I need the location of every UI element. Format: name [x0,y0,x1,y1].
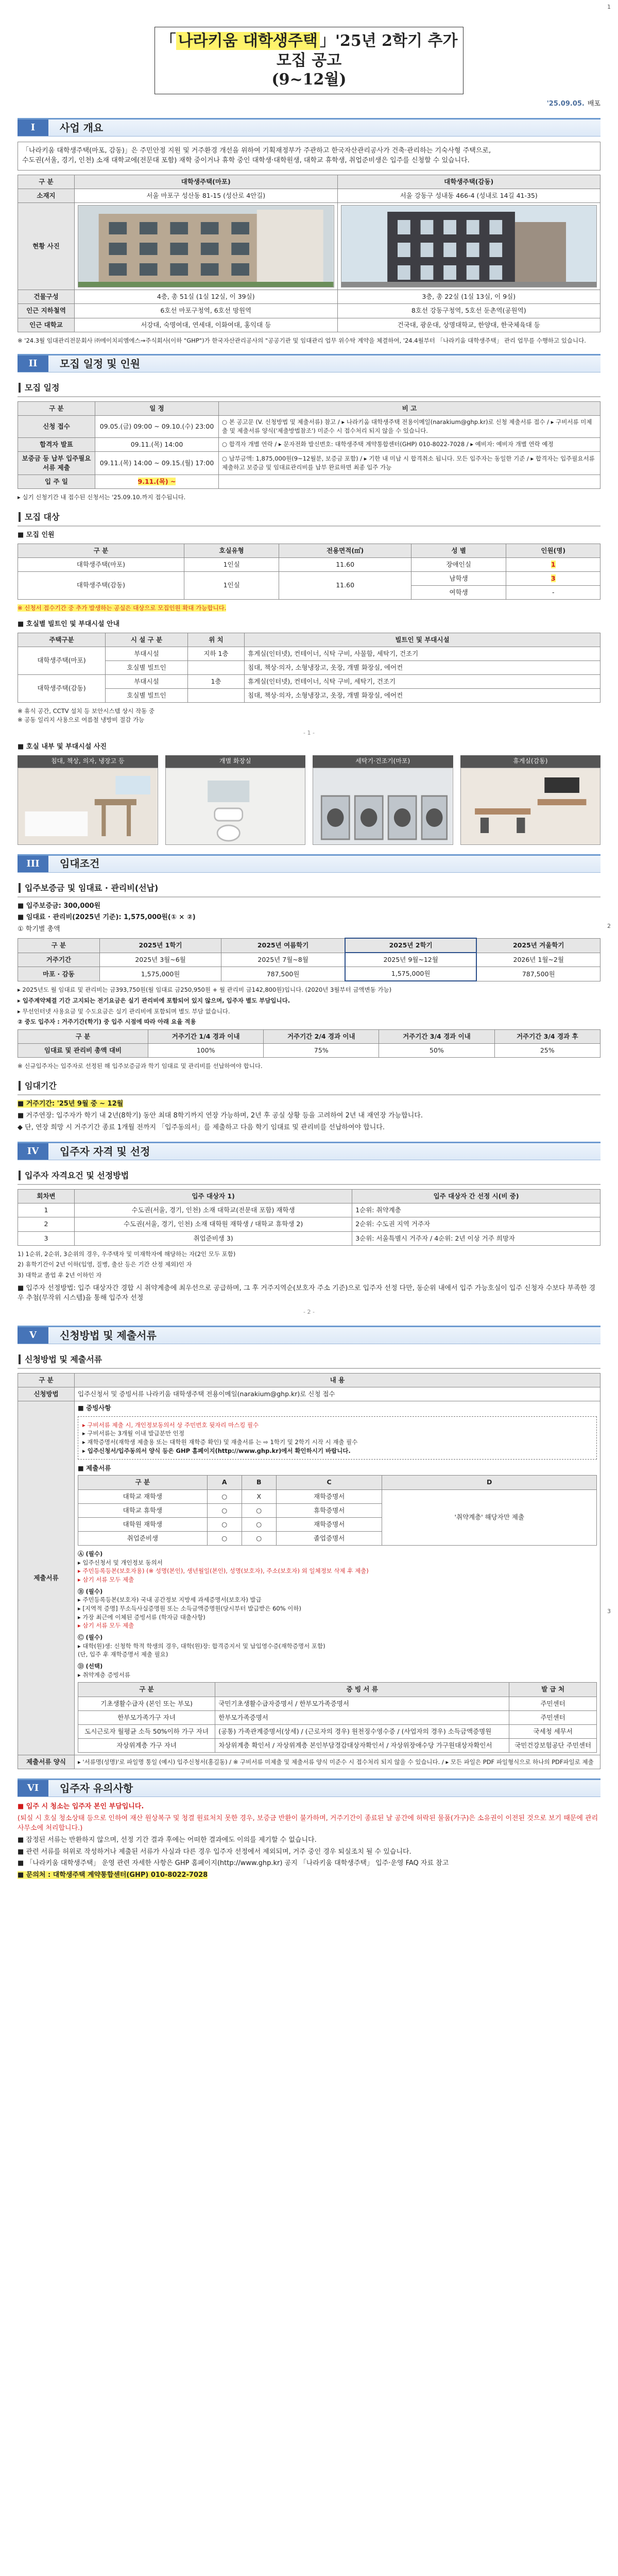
selection-method: ■ 입주자 선정방법: 입주 대상자간 경합 시 취약계층에 최우선으로 공급하며, 그 후 거주지역순(보호자 주소 기준)으로 입주자 선정 다만, 동순위 내에서 입주 가능호실이 입주 신청자 수보다 부족한 경우 추첨(무작위 시스템)을 통해 입주자 선정 [18,1284,596,1302]
period-line: ◆ 단, 연장 희망 시 거주기간 종료 1개월 전까지 「입주동의서」를 제출하고 다음 학기 임대료 및 관리비를 선납하여야 합니다. [18,1123,385,1131]
page-number: 2 [607,923,611,929]
schedule-table: 구 분 일 정 비 고 신청 접수 09.05.(금) 09:00 ~ 09.10.(수) 23:00 ○ 본 공고문 (V. 신청방법 및 제출서류) 참고 / ▸ 나라키움 대학생주택 전용이메일(narakium@ghp.kr)로 신청 제출서류 접수 / ▸ 구비서류 미제출 및 제출서류 양식('제출방법참조') 미준수 시 접수처리 되지 않을 수 있습니다. 합격자 발표 09.11.(목) 14:00 ○ 합격자 개별 연락 / ▸ 문자전화 발신번호: 대학생주택 계약통합센터(GHP) 010-8022-7028 / ▸ 예비자: 예비자 개별 연락 예정 보증금 등 납부 입주필요서류 제출 09.11.(목) 14:00 ~ 09.15.(월) 17:00 ○ 납부금액: 1,875,000원(9~12월분, 보증금 포함) / ▸ 기한 내 미납 시 합격취소 됩니다. 모든 입주자는 동일한 기준 / ▸ 합격자는 입주필요서류 제출하고 보증금 및 임대료관리비를 납부 완료하면 최종 입주 가능 입 주 일 9.11.(목) ~ [18,401,600,489]
subsection-title: 모집 대상 [18,510,600,527]
page-divider: - 1 - [303,730,315,737]
recruit-item: ■ 모집 인원 [18,531,55,539]
overview-table: 구 분 대학생주택(마포) 대학생주택(감동) 소재지 서울 마포구 성산동 81-15 (성산로 4안길) 서울 강동구 성내동 466-4 (성내로 14길 41-35) 현황 사진 건물구성 4층, 총 51실 (1실 12실, 이 39실) 3층, 총 22실 (1실 13실, 이 9실) 인근 지하철역 6호선 마포구청역, 6호선 망원역 8호선 강동구청역, 5호선 둔촌역(공원역) 인근 대학교 서강대, 숙명여대, 연세대, 이화여대, 홍익대 등 건국대, 광운대, 상명대학교, 한양대, 한국체육대 등 [18,175,600,332]
table-row: 임대료 및 관리비 총액 대비 100% 75% 50% 25% [18,1044,600,1058]
recruit-table: 구 분 호실유형 전용면적(㎡) 성 별 인원(명) 대학생주택(마포) 1인실 11.60 장애인실 1 대학생주택(감동) 1인실 11.60 남학생 3 여학생 - [18,544,600,600]
table-row: 대학원 재학생 ○ ○ 재학증명서 [78,1517,597,1531]
photo-room [18,768,158,845]
table-row: 마포 · 감동 1,575,000원 787,500원 1,575,000원 787,500원 [18,967,600,981]
facilities-table: 주택구분 시 설 구 분 위 치 빌트인 및 부대시설 대학생주택(마포) 부대시설 지하 1층 휴게실(인터넷), 컨테이너, 식탁 구비, 사물함, 세탁기, 건조기 호실별 빌트인 침대, 책상·의자, 소형냉장고, 옷장, 개별 화장실, 에어컨 대학생주택(감동) 부대시설 1층 휴게실(인터넷), 컨테이너, 식탁 구비, 세탁기, 건조기 호실별 빌트인 침대, 책상·의자, 소형냉장고, 옷장, 개별 화장실, 에어컨 [18,633,600,703]
rent-note: ▸ 입주계약체결 기간 고지되는 전기요금은 실기 관리비에 포함되어 있지 않으며, 입주자 별도 부담입니다. [18,997,290,1005]
rent-note: ※ 신규입주자는 입주자로 선정된 해 입주보증금과 학기 임대료 및 관리비를 선납하여야 합니다. [18,1062,263,1070]
table-row: 대학교 휴학생 ○ ○ 휴학증명서 [78,1503,597,1517]
table-row: 1 수도권(서울, 경기, 인천) 소재 대학교(전문대 포함) 재학생 1순위: 취약계층 [18,1204,600,1217]
subsection-title: 임대기간 [18,1079,600,1095]
table-row: 거주기간 2025년 3월~6월 2025년 7월~8월 2025년 9월~12월 2026년 1월~2월 [18,953,600,967]
section-header: V 신청방법 및 제출서류 [18,1326,600,1344]
caution-list: ■ 입주 시 청소는 입주자 본인 부담입니다. (퇴실 시 호실 청소상태 등으로 인하여 재산 원상복구 및 청결 원료처치 못한 경우, 보증금 반환이 불가하며, 거주기간이 종료된 날 공간에 허락된 물품(가구)은 소유권이 이전된 것으로 보기 때문에 관리사무소에 처리합니다.) ■ 잠정된 서류는 반환하지 않으며, 선정 기간 결과 후에는 어떠한 결과에도 이의를 제기할 수 없습니다. ■ 관련 서류를 허위로 작성하거나 제출된 서류가 사실과 다른 경우 입주자 선정에서 제외되며, 거주 중인 경우 퇴실조치 될 수 있습니다. ■ 「나라키움 대학생주택」 운영 관련 자세한 사항은 GHP 홈페이지(http://www.ghp.kr) 공지 「나라키움 대학생주택」 입주·운영 FAQ 자료 참고 ■ 문의처 : 대학생주택 계약통합센터(GHP) 010-8022-7028 [18,1803,598,1879]
page-divider: - 2 - [303,1309,315,1316]
table-row: 도시근로자 월평균 소득 50%이하 가구 자녀 (공통) 가족관계증명서(상세) / (근로자의 경우) 원천징수영수증 / (사업자의 경우) 소득금액증명원 국세청 세무서 [78,1724,597,1738]
move-in-date: 9.11.(목) ~ [138,478,176,486]
section-header: IV 입주자 자격 및 선정 [18,1142,600,1160]
table-row: 대학생주택(마포) 부대시설 지하 1층 휴게실(인터넷), 컨테이너, 식탁 구비, 사물함, 세탁기, 건조기 [18,647,600,660]
notice-date: '25.09.05. 배포 [546,99,600,108]
photo-lounge [460,768,601,845]
semester-label: ① 학기별 총액 [18,925,60,934]
subsection-title: 신청방법 및 제출서류 [18,1352,600,1369]
facilities-note: ※ 휴식 공간, CCTV 설치 등 보안시스템 상시 작동 중 [18,707,154,715]
table-row: 호실별 빌트인 침대, 책상·의자, 소형냉장고, 옷장, 개별 화장실, 에어컨 [18,689,600,703]
facility-photos: 침대, 책상, 의자, 냉장고 등 개별 화장실 세탁기·건조기(마포) 휴게실(감동) [18,755,600,844]
facilities-note: ※ 공동 일리지 사용으로 여름철 냉방비 절감 가능 [18,716,145,723]
discount-label: ② 중도 입주자 : 거주기간(학기) 중 입주 시점에 따라 아래 요율 적용 [18,1018,196,1026]
section-header: I 사업 개요 [18,118,600,137]
period-line: ■ 거주기간: '25년 9월 중 ~ 12월 [18,1099,124,1108]
table-row: 한부모가족가구 자녀 한부모가족증명서 주민센터 [78,1710,597,1724]
table-row: 호실별 빌트인 침대, 책상·의자, 소형냉장고, 옷장, 개별 화장실, 에어컨 [18,660,600,674]
overview-note: ※ '24.3월 임대관리전문회사 ㈜에이치피엠에스→주식회사(이하 "GHP")가 한국자산관리공사의 "공공기관 및 임대관리 업무 위수탁 계약을 체결하여, '24.4월부터 「나라키움 대학생주택」 관리 업무를 수행하고 있습니다. [18,336,586,344]
semester-table: 구 분 2025년 1학기 2025년 여름학기 2025년 2학기 2025년 겨울학기 거주기간 2025년 3월~6월 2025년 7월~8월 2025년 9월~12월 2026년 1월~2월 마포 · 감동 1,575,000원 787,500원 1,575,000원 787,500원 [18,938,600,981]
subsection-title: 모집 일정 [18,381,600,397]
schedule-note: ▸ 실기 신청기간 내 접수된 신청서는 '25.09.10.까지 접수됩니다. [18,494,186,501]
discount-table: 구 분 거주기간 1/4 경과 이내 거주기간 2/4 경과 이내 거주기간 3/4 경과 이내 거주기간 3/4 경과 후 임대료 및 관리비 총액 대비 100% 75% 50% 25% [18,1029,600,1058]
photo-gangdong-building [341,205,597,287]
table-row: 여학생 - [18,585,600,599]
deposit-line: ■ 입주보증금: 300,000원 [18,902,101,910]
period-line: ■ 거주연장: 입주자가 학기 내 2년(8학기) 동안 최대 8학기까지 연장 가능하며, 2년 후 공실 상황 등을 고려하여 2년 내 재연장 가능합니다. [18,1111,423,1120]
table-row: 3 취업준비생 3) 3순위: 서울특별시 거주자 / 4순위: 2년 이상 거주 희망자 [18,1231,600,1245]
facilities-item: ■ 호실별 빌트인 및 부대시설 안내 [18,620,120,628]
table-row: 자상위계층 가구 자녀 차상위계층 확인서 / 자상위계층 본인부담경감대상자확인서 / 자상위장애수당 가구원대상자확인서 국민건강보험공단 주민센터 [78,1738,597,1752]
title-highlight: 나라키움 대학생주택 [176,32,320,50]
table-row: 대학생주택(마포) 1인실 11.60 장애인실 1 [18,557,600,571]
title-period: (9~12월) [271,71,347,89]
section-header: II 모집 일정 및 인원 [18,354,600,372]
rent-line: ■ 임대료 · 관리비(2025년 기준): 1,575,000원(① × ②) [18,913,196,922]
table-row: 2 수도권(서울, 경기, 인천) 소재 대학원 재학생 / 대학교 휴학생 2) 2순위: 수도권 지역 거주자 [18,1217,600,1231]
table-row: 대학생주택(감동) 1인실 11.60 남학생 3 [18,571,600,585]
table-row: 취업준비생 ○ ○ 졸업증명서 [78,1531,597,1545]
photo-mapo-building [78,205,334,287]
rent-note: ▸ 무선인터넷 사용요금 및 수도요금은 실기 관리비에 포함되며 별도 부담 없습니다. [18,1007,230,1015]
notice-title: 「 나라키움 대학생주택 」'25년 2학기 추가모집 공고 (9~12월) [154,27,464,94]
recruit-note: ※ 신청서 접수기간 중 추가 발생하는 공실은 대상으로 모집인원 확대 가능합니다. [18,604,227,612]
qualify-table: 회차변 입주 대상자 1) 입주 대상자 간 선정 시(비 중) 1 수도권(서울, 경기, 인천) 소재 대학교(전문대 포함) 재학생 1순위: 취약계층 2 수도권(서울, 경기, 인천) 소재 대학원 재학생 / 대학교 휴학생 2) 2순위: 수도권 지역 거주자 3 취업준비생 3) 3순위: 서울특별시 거주자 / 4순위: 2년 이상 거주 희망자 [18,1189,600,1246]
table-row: 기초생활수급자 (본인 또는 부모) 국민기초생활수급자증명서 / 한부모가족증명서 주민센터 [78,1697,597,1710]
page-number: 3 [607,1608,611,1615]
section-header: VI 입주자 유의사항 [18,1778,600,1797]
photos-item: ■ 호실 내부 및 부대시설 사진 [18,743,107,751]
photo-bathroom [165,768,306,845]
intro-box [18,142,600,171]
table-row: 대학교 재학생 ○ X 재학증명서 '취약계층' 해당자만 제출 [78,1489,597,1503]
qualify-footnote: 1) 1순위, 2순위, 3순위의 경우, 우주택자 및 미재학자에 해당하는 자(2인 모두 포함) [18,1250,236,1258]
table-row: 대학생주택(감동) 부대시설 1층 휴게실(인터넷), 컨테이너, 식탁 구비, 세탁기, 건조기 [18,674,600,688]
docs-matrix: 구 분 A B C D 대학교 재학생 ○ X 재학증명서 '취약계층' 해당자만 제출 대학교 휴학생 ○ ○ 휴학증명서 대학원 재학생 ○ ○ 재학증명서 취업준비생 ○ ○ 졸업증명서 [78,1475,597,1546]
intro-paragraph: 수도권(서울, 경기, 인천) 소재 대학교에(전문대 포함) 재학 중이거나 휴학 중인 대학생·대학원생, 대학교 휴학생, 취업준비생은 입주를 신청할 수 있습니다. [22,157,470,165]
subsection-title: 입주자 자격요건 및 선정방법 [18,1168,600,1185]
rent-note: ▸ 2025년도 월 임대료 및 관리비는 금393,750원(월 임대료 금250,950원 + 월 관리비 금142,800원)입니다. (2020년 3월부터 금액변동 가능) [18,986,392,994]
qualify-footnote: 2) 휴학기간이 2년 이하(입영, 질병, 출산 등은 기간 산정 제외)인 자 [18,1261,192,1268]
page-number: 1 [607,4,611,10]
subsection-title: 입주보증금 및 임대료 · 관리비(선납) [18,881,600,897]
qualify-footnote: 3) 대학교 졸업 후 2년 이하인 자 [18,1272,102,1279]
vulnerable-table: 구 분 증 빙 서 류 발 급 처 기초생활수급자 (본인 또는 부모) 국민기초생활수급자증명서 / 한부모가족증명서 주민센터 한부모가족가구 자녀 한부모가족증명서 주민센터 도시근로자 월평균 소득 50%이하 가구 자녀 (공통) 가족관계증명서(상세) / (근로자의 경우) 원천징수영수증 / (사업자의 경우) 소득금액증명원 국세청 세무서 자상위계층 가구 자녀 차상위계층 확인서 / 자상위계층 본인부담경감대상자확인서 / 자상위장애수당 가구원대상자확인서 국민건강보험공단 주민센터 [78,1682,597,1753]
apply-table: 구 분 내 용 신청방법 입주신청서 및 증빙서류 나라키움 대학생주택 전용이메일(narakium@ghp.kr)로 신청 접수 제출서류 ■ 증빙사항 ▸ 구비서류 제출 시, 개인정보동의서 상 주민번호 뒷자리 마스킹 필수 ▸ 구비서류는 3개월 이내 발급분만 인정 ▸ 재학증명서(재학생 제출용 또는 대학원 재학증 확인) 및 재출서류 는 ⇨ 1학기 및 2학기 시작 시 재출 필수 ▸ 입주신청서/입주동의서 양식 등은 GHP 홈페이지(http://www.ghp.kr)에서 확인하시기 바랍니다. ■ 제출서류 구 분 A B C D 대학교 재학생 ○ X 재학증명서 '취약계층' 해당자만 제출 대학교 휴학생 ○ ○ 휴학증명서 대학원 재학생 ○ ○ 재학증명서 취업준비생 ○ ○ 졸업증명서 Ⓐ (필수) ▸ 입주신청서 및 개인정보 동의서 ▸ 주민등록등본(보호자용) (※ 성명(본인), 생년월일(본인), 성명(보호자), 주소(보호자) 외 일체정보 삭제 후 제출) ▸ 삼기 서류 모두 제출 Ⓑ (필수) ▸ 주민등록등본(보호자) 국내 공간정보 지방세 과세증명서(보호자) 발급 ▸ [지역적 증명] 무소득사실증명원 또는 소득금액증명원(당시부터 발급받은 60% 이하) ▸ 가장 최근에 이체된 증빙서류 (학자금 대출사항) ▸ 삼기 서류 모두 제출 Ⓒ (필수) ▸ 대학(원)생: 신청학 학적 학생의 경우, 대학(원)장: 합격증지서 및 납입영수증(재학증명서 포함) (단, 입주 후 재학증명서 제출 필요) Ⓓ (선택) ▸ 취약계층 증빙서류 구 분 증 빙 서 류 발 급 처 기초생활수급자 (본인 또는 부모) 국민기초생활수급자증명서 / 한부모가족증명서 주민센터 한부모가족가구 자녀 한부모가족증명서 주민센터 도시근로자 월평균 소득 50%이하 가구 자녀 (공통) 가족관계증명서(상세) / (근로자의 경우) 원천징수영수증 / (사업자의 경우) 소득금액증명원 국세청 세무서 자상위계층 가구 자녀 차상위계층 확인서 / 자상위계층 본인부담경감대상자확인서 / 자상위장애수당 가구원대상자확인서 국민건강보험공단 주민센터 제출서류 양식 ▸ '서류명(성명)'로 파일명 통일 (예시) 입주신청서(홍길동) / ※ 구비서류 미제출 및 제출서류 양식 미준수 시 접수처리 되지 않을 수 있습니다. / ▸ 모든 파일은 PDF 파일형식으로 하나의 PDF파일로 제출 [18,1373,600,1769]
photo-laundry [313,768,453,845]
section-header: III 임대조건 [18,854,600,873]
intro-paragraph: 「나라키움 대학생주택(마포, 감동)」은 주민안정 지원 및 거주환경 개선을 위하여 기획재정부가 주관하고 한국자산관리공사가 건축·관리하는 기숙사형 주택으로, [22,147,491,155]
